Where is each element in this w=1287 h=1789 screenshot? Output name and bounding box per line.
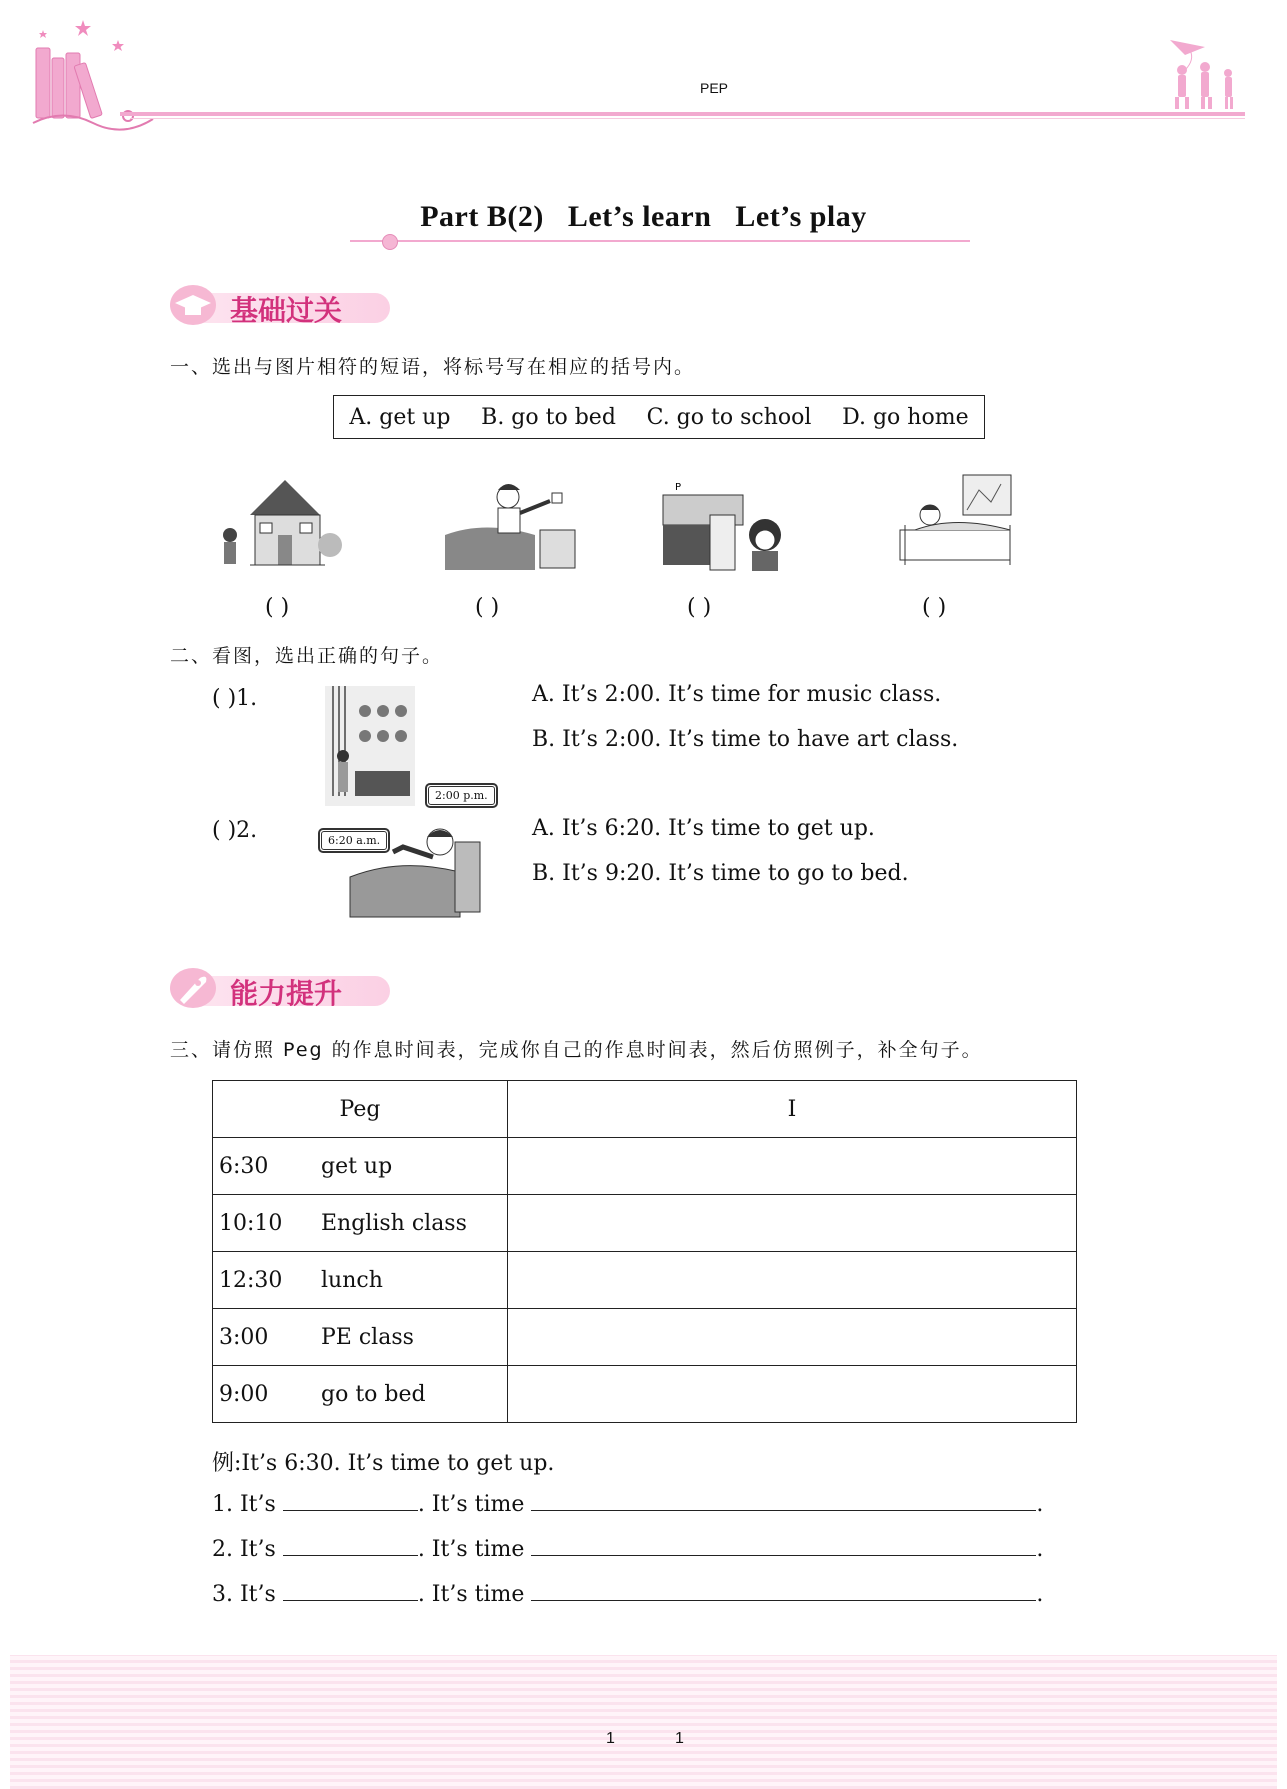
- blank-activity[interactable]: [531, 1490, 1036, 1511]
- fill-line-end: .: [1036, 1582, 1044, 1607]
- activity-cell: lunch: [315, 1252, 508, 1309]
- girl-going-to-school-picture: [660, 465, 795, 580]
- q2-item-2-option-b: B. It’s 9:20. It’s time to go to bed.: [532, 861, 909, 886]
- q2-item-2-number[interactable]: ( )2.: [212, 818, 258, 843]
- page-number-right: 1: [675, 1730, 684, 1747]
- blank-time[interactable]: [283, 1535, 418, 1556]
- fill-line-end: .: [1036, 1492, 1044, 1517]
- header-peg: Peg: [213, 1081, 508, 1138]
- time-cell: 3:00: [213, 1309, 316, 1366]
- fill-line-2: [212, 1535, 1043, 1562]
- time-cell: 12:30: [213, 1252, 316, 1309]
- answer-paren-4[interactable]: ( ): [922, 595, 947, 620]
- section-banner-basics: [170, 285, 400, 325]
- clock-label-1: [425, 783, 498, 808]
- boy-getting-up-picture: [440, 475, 590, 575]
- rocket-icon: [170, 968, 216, 1008]
- svg-text:P: P: [675, 482, 682, 493]
- table-header-row: [213, 1081, 1077, 1138]
- fill-line-mid: . It’s time: [417, 1492, 525, 1517]
- blank-activity[interactable]: [531, 1580, 1036, 1601]
- options-box: [333, 395, 985, 439]
- my-schedule-cell[interactable]: [508, 1366, 1077, 1423]
- blank-time[interactable]: [283, 1490, 418, 1511]
- question-2-prompt: 二、看图，选出正确的句子。: [170, 645, 444, 667]
- table-row: [213, 1195, 1077, 1252]
- q2-item-2-option-a: A. It’s 6:20. It’s time to get up.: [532, 816, 875, 841]
- option-c: C. go to school: [646, 404, 812, 430]
- activity-cell: PE class: [315, 1309, 508, 1366]
- option-d: D. go home: [842, 404, 969, 430]
- blank-activity[interactable]: [531, 1535, 1036, 1556]
- time-cell: 6:30: [213, 1138, 316, 1195]
- question-3-prompt: 三、请仿照 Peg 的作息时间表，完成你自己的作息时间表，然后仿照例子，补全句子。: [170, 1039, 983, 1061]
- children-kite-icon: [1160, 35, 1250, 115]
- table-row: [213, 1138, 1077, 1195]
- activity-cell: go to bed: [315, 1366, 508, 1423]
- footer-band: [10, 1655, 1277, 1789]
- question-1-prompt: 一、选出与图片相符的短语，将标号写在相应的括号内。: [170, 356, 696, 378]
- fill-line-prefix: 2. It’s: [212, 1537, 276, 1562]
- time-cell: 9:00: [213, 1366, 316, 1423]
- graduation-cap-icon: [170, 285, 216, 325]
- blank-time[interactable]: [283, 1580, 418, 1601]
- fill-line-prefix: 3. It’s: [212, 1582, 276, 1607]
- boy-going-to-bed-picture: [895, 470, 1020, 580]
- section-title: 能力提升: [230, 977, 343, 1010]
- header-rule: [120, 112, 1245, 116]
- fill-line-end: .: [1036, 1537, 1044, 1562]
- page-number-left: 1: [606, 1730, 615, 1747]
- activity-cell: English class: [315, 1195, 508, 1252]
- table-row: [213, 1252, 1077, 1309]
- answer-paren-1[interactable]: ( ): [265, 595, 290, 620]
- q2-item-1-number[interactable]: ( )1.: [212, 686, 258, 711]
- schedule-table: [212, 1080, 1077, 1423]
- fill-line-mid: . It’s time: [417, 1582, 525, 1607]
- header-label: PEP: [700, 80, 729, 96]
- fill-line-prefix: 1. It’s: [212, 1492, 276, 1517]
- q2-item-1-option-a: A. It’s 2:00. It’s time for music class.: [532, 682, 942, 707]
- time-cell: 10:10: [213, 1195, 316, 1252]
- option-a: A. get up: [349, 404, 451, 430]
- my-schedule-cell[interactable]: [508, 1138, 1077, 1195]
- clock-time-1: 2:00 p.m.: [428, 786, 495, 805]
- my-schedule-cell[interactable]: [508, 1309, 1077, 1366]
- answer-paren-2[interactable]: ( ): [475, 595, 500, 620]
- my-schedule-cell[interactable]: [508, 1195, 1077, 1252]
- house-walking-home-picture: [210, 465, 360, 580]
- header-i: I: [508, 1081, 1077, 1138]
- section-title: 基础过关: [230, 294, 343, 327]
- section-banner-improve: [170, 968, 400, 1008]
- answer-paren-3[interactable]: ( ): [687, 595, 712, 620]
- clock-time-2: 6:20 a.m.: [321, 831, 387, 850]
- table-row: [213, 1366, 1077, 1423]
- fill-line-1: [212, 1490, 1043, 1517]
- fill-line-3: [212, 1580, 1043, 1607]
- music-classroom-picture: [325, 686, 420, 811]
- title-underline: [350, 240, 970, 242]
- man-waking-up-picture: [345, 822, 485, 922]
- activity-cell: get up: [315, 1138, 508, 1195]
- table-row: [213, 1309, 1077, 1366]
- option-b: B. go to bed: [481, 404, 616, 430]
- title-dot: [382, 234, 398, 250]
- page-title: Part B(2) Let’s learn Let’s play: [420, 200, 867, 233]
- example-sentence: 例:It’s 6:30. It’s time to get up.: [212, 1451, 555, 1476]
- q2-item-1-option-b: B. It’s 2:00. It’s time to have art class.: [532, 727, 959, 752]
- my-schedule-cell[interactable]: [508, 1252, 1077, 1309]
- header-rule-thin: [130, 118, 1245, 119]
- fill-line-mid: . It’s time: [417, 1537, 525, 1562]
